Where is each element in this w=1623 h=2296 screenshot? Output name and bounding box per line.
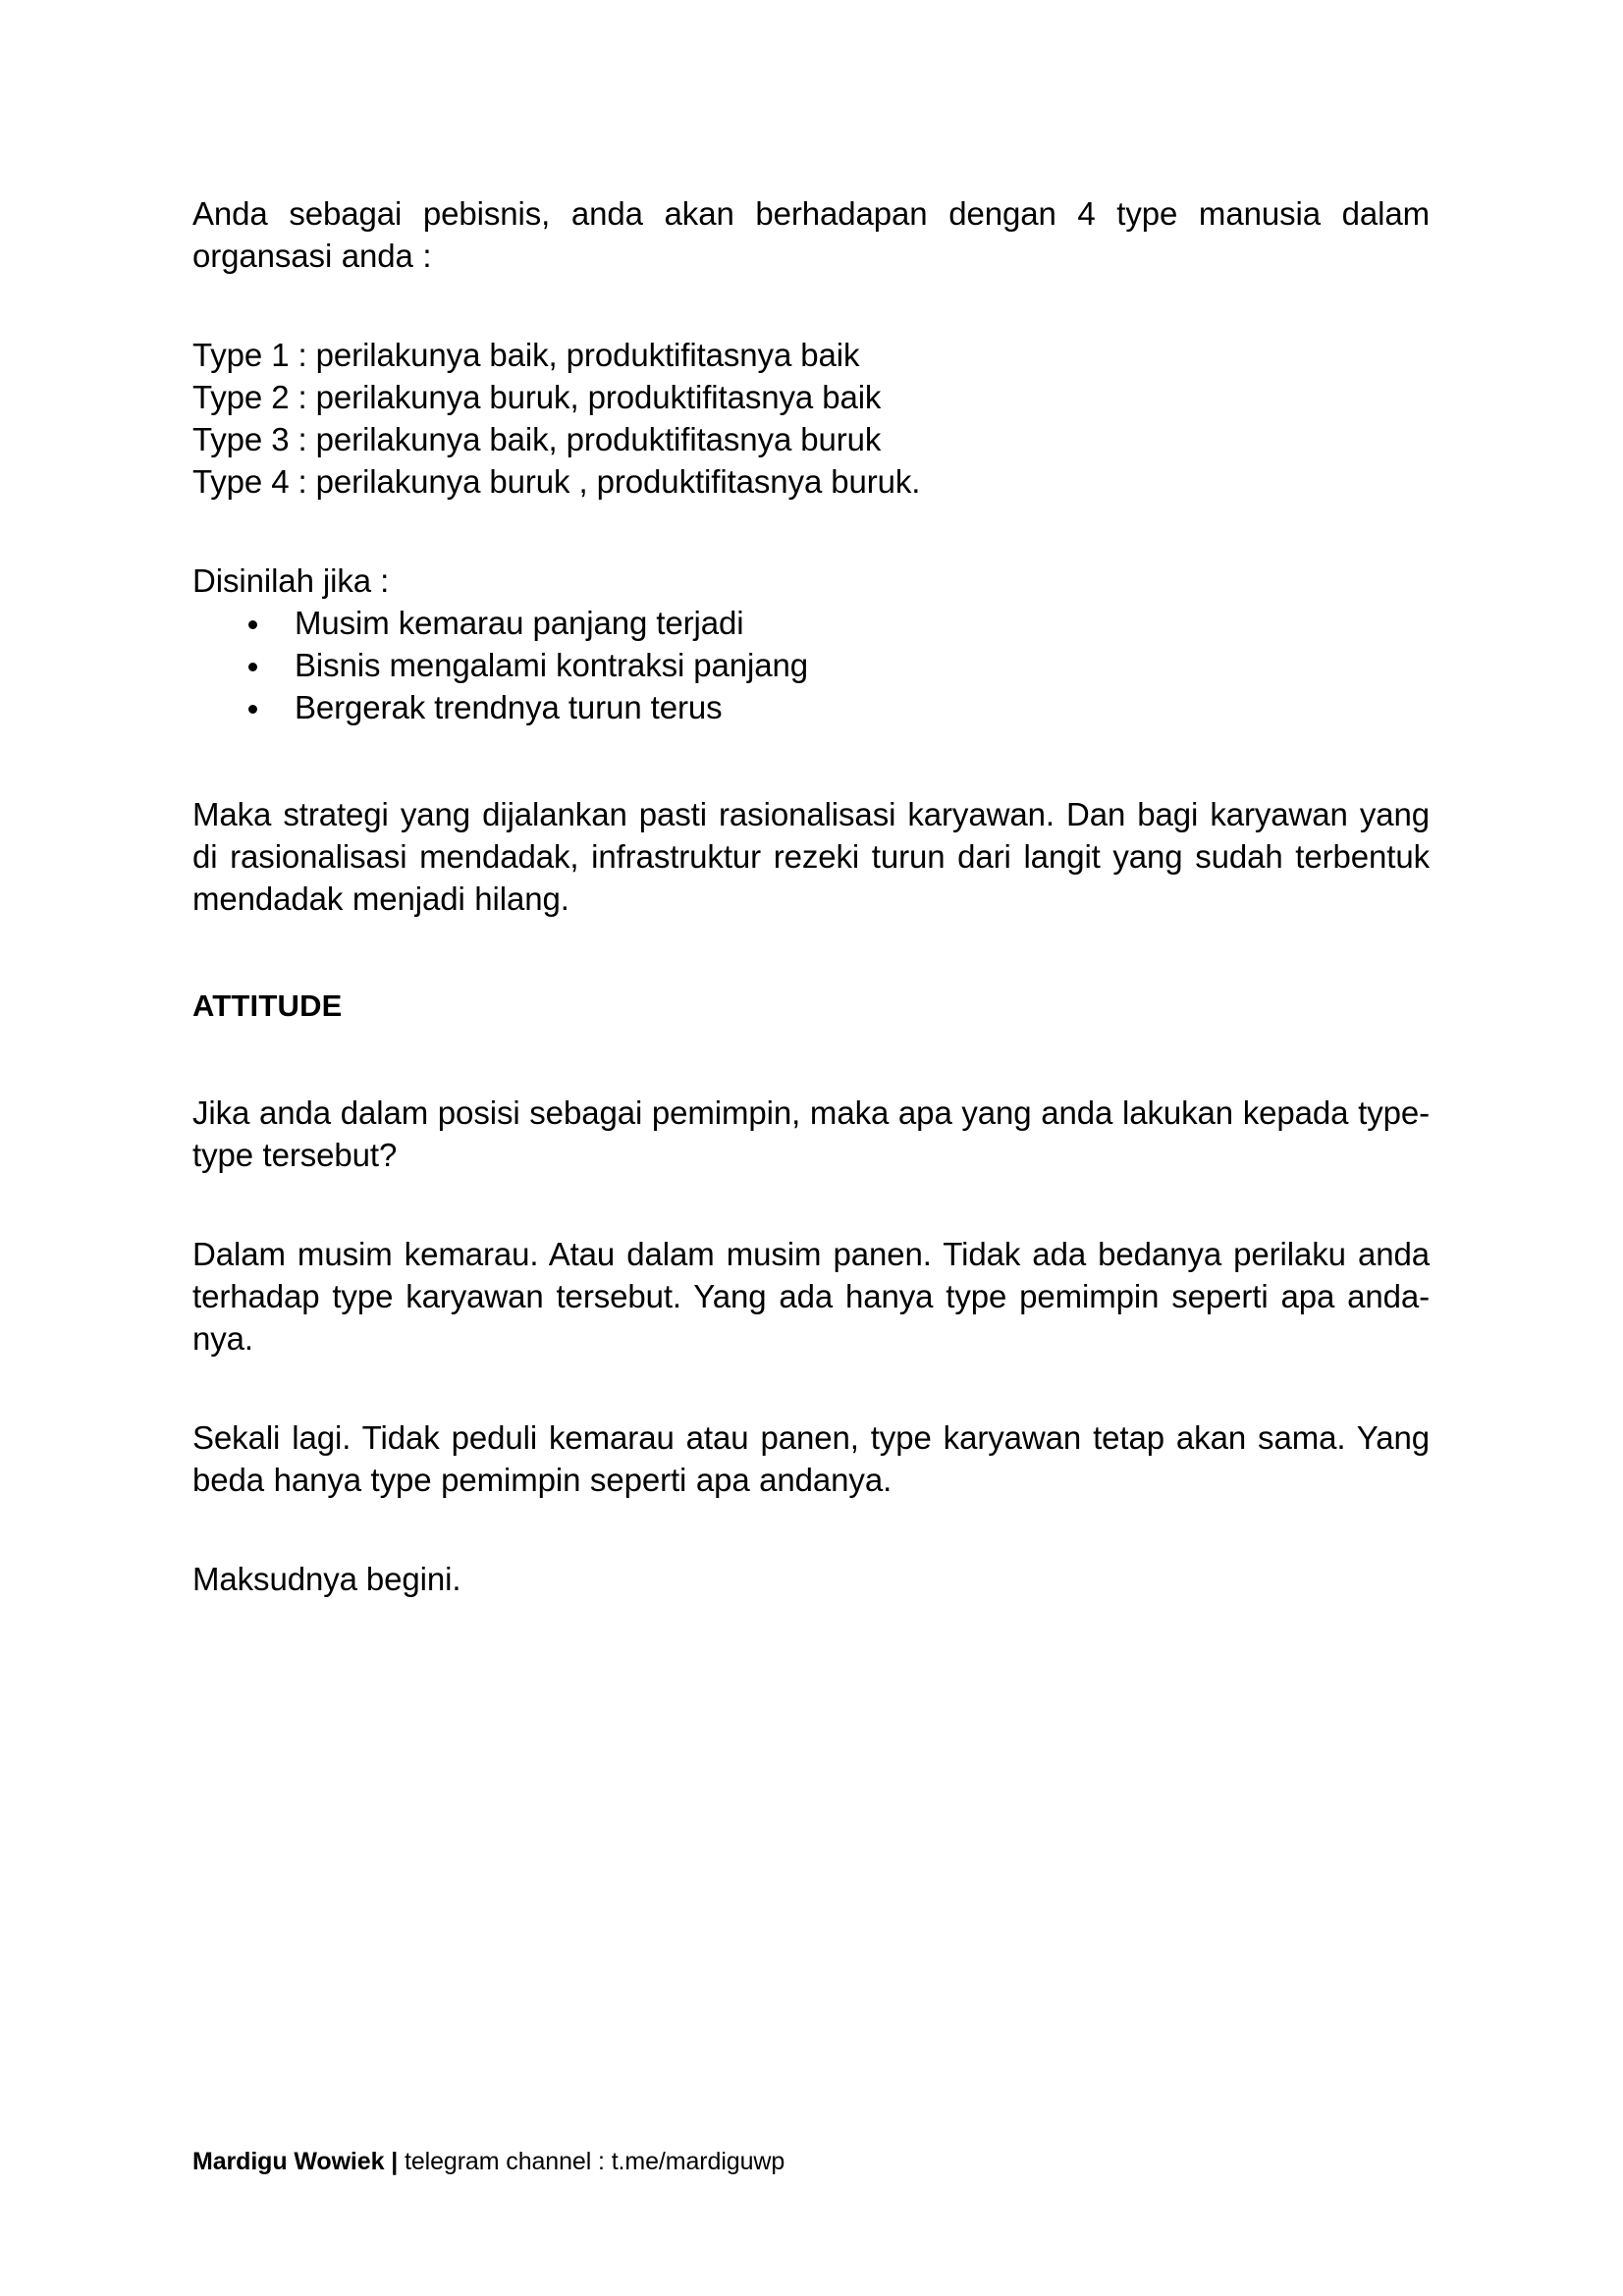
condition-bullet-list xyxy=(192,602,1430,728)
type-list-item-3: Type 3 : perilakunya baik, produktifitasnya buruk xyxy=(192,421,882,457)
spacer xyxy=(192,1501,1430,1558)
bullet-point-icon xyxy=(248,663,257,671)
list-item xyxy=(192,602,1430,644)
spacer xyxy=(192,1027,1430,1092)
spacer xyxy=(192,1176,1430,1233)
list-item xyxy=(192,644,1430,686)
leader-question-paragraph: Jika anda dalam posisi sebagai pemimpin, maka apa yang anda lakukan kepada type-type tersebut? xyxy=(192,1095,1430,1173)
bullet-point-icon xyxy=(248,620,257,629)
type-list xyxy=(192,334,1430,503)
type-list-item-2: Type 2 : perilakunya buruk, produktifitasnya baik xyxy=(192,379,882,415)
section-heading-attitude: ATTITUDE xyxy=(192,988,343,1023)
list-item-label: Bisnis mengalami kontraksi panjang xyxy=(295,647,809,683)
spacer xyxy=(192,1360,1430,1416)
spacer xyxy=(192,503,1430,560)
list-item-label: Bergerak trendnya turun terus xyxy=(295,689,723,725)
footer-author-name: Mardigu Wowiek | xyxy=(192,2148,399,2175)
bullet-point-icon xyxy=(248,705,257,714)
type-list-item-4: Type 4 : perilakunya buruk , produktifitasnya buruk. xyxy=(192,463,921,500)
condition-lead-text: Disinilah jika : xyxy=(192,562,390,599)
list-item-label: Musim kemarau panjang terjadi xyxy=(295,605,744,641)
spacer xyxy=(192,277,1430,334)
list-item xyxy=(192,686,1430,728)
intro-paragraph: Anda sebagai pebisnis, anda akan berhadapan dengan 4 type manusia dalam organsasi anda : xyxy=(192,195,1430,274)
spacer xyxy=(192,728,1430,793)
spacer xyxy=(192,920,1430,985)
page-footer xyxy=(192,2146,1430,2177)
document-body xyxy=(192,192,1430,1600)
season-paragraph: Dalam musim kemarau. Atau dalam musim panen. Tidak ada bedanya perilaku anda terhadap type karyawan tersebut. Yang ada hanya type pemimpin seperti apa anda-nya. xyxy=(192,1236,1430,1357)
strategy-paragraph: Maka strategi yang dijalankan pasti rasionalisasi karyawan. Dan bagi karyawan yang di rasionalisasi mendadak, infrastruktur rezeki turun dari langit yang sudah terbentuk mendadak menjadi hilang. xyxy=(192,796,1430,917)
closing-paragraph: Maksudnya begini. xyxy=(192,1561,461,1597)
type-list-item-1: Type 1 : perilakunya baik, produktifitasnya baik xyxy=(192,337,860,373)
repeat-paragraph: Sekali lagi. Tidak peduli kemarau atau panen, type karyawan tetap akan sama. Yang beda hanya type pemimpin seperti apa andanya. xyxy=(192,1419,1430,1498)
footer-channel-info: telegram channel : t.me/mardiguwp xyxy=(404,2148,785,2175)
